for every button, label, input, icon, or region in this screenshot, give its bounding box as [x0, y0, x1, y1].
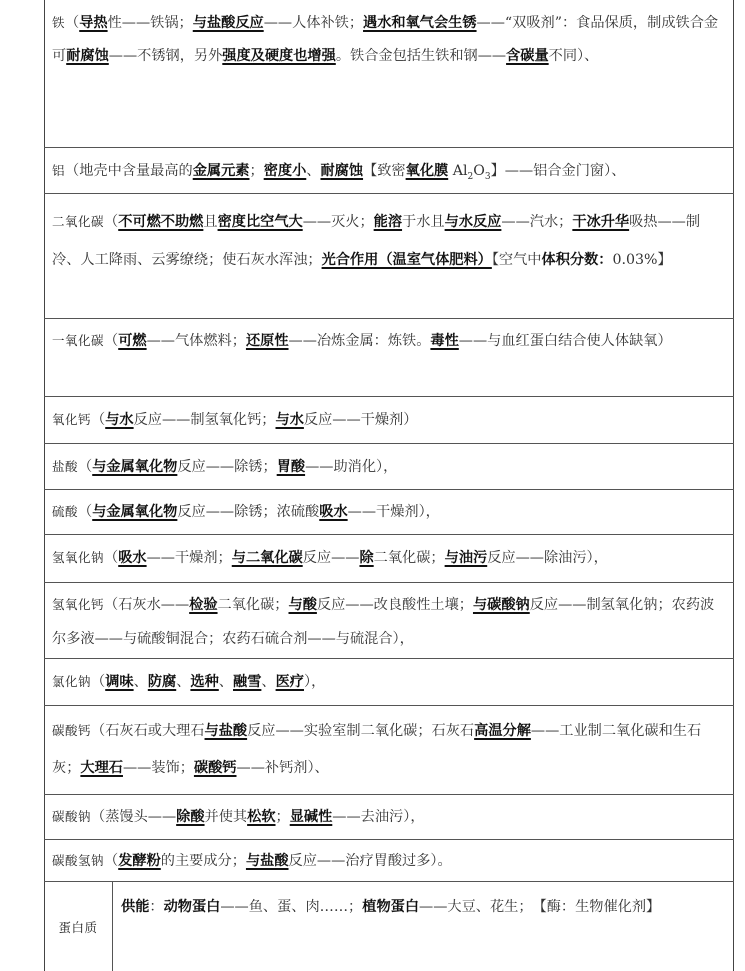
text-segment: 反应——干燥剂） — [303, 412, 418, 428]
text-segment: 、 — [218, 674, 233, 690]
keyword: 大理石 — [80, 760, 123, 776]
protein-content — [113, 882, 734, 924]
text-segment: ——干燥剂）， — [347, 504, 440, 520]
text-segment: 【空气中 — [491, 252, 542, 268]
text-segment: （蒸馒头—— — [91, 809, 177, 825]
keyword: 氧化膜 — [405, 163, 449, 179]
text-segment: ——“双吸剂”：食品保质， — [476, 15, 648, 31]
text-segment: 反应——治疗胃酸过多）。 — [288, 853, 452, 869]
text-segment: （石灰石或大理石 — [91, 723, 205, 739]
row-aluminum — [44, 148, 734, 194]
row-label: 铝 — [52, 163, 66, 178]
text-segment: （地壳中含量最高的 — [65, 163, 193, 179]
text-segment: （ — [104, 333, 119, 349]
row-co2 — [44, 194, 734, 319]
text-segment: （ — [91, 412, 106, 428]
keyword: 强度及硬度也增强 — [222, 48, 336, 64]
keyword: 密度小 — [263, 163, 307, 179]
text-segment: 反应——除锈； — [177, 459, 277, 475]
text-segment: 于水且 — [402, 214, 445, 230]
keyword: 与水反应 — [444, 214, 502, 230]
keyword: 供能 — [121, 899, 150, 915]
keyword: 与二氧化碳 — [231, 550, 303, 566]
text-segment: 、 — [261, 674, 276, 690]
text-segment: ——干燥剂； — [146, 550, 232, 566]
keyword: 与水 — [275, 412, 304, 428]
row-naoh — [44, 535, 734, 583]
keyword: 积分数： — [555, 252, 613, 268]
keyword: 除 — [359, 550, 374, 566]
row-label: 二氧化碳 — [52, 214, 105, 229]
text-segment: 反应—— — [302, 550, 360, 566]
text-segment: 、 — [133, 674, 148, 690]
keyword: 体 — [541, 252, 556, 268]
row-label: 碳酸钙 — [52, 723, 92, 738]
row-label: 碳酸氢钠 — [52, 853, 105, 868]
keyword: 遇水和氧气会生锈 — [363, 15, 477, 31]
text-segment: 剂】 — [631, 899, 661, 915]
text-segment: ——鱼、蛋、肉……； — [220, 899, 363, 915]
text-segment: ——装饰； — [122, 760, 194, 776]
row-nahco3 — [44, 840, 734, 882]
keyword: 不可燃不助燃 — [118, 214, 204, 230]
keyword: 耐腐蚀 — [320, 163, 364, 179]
keyword: 还原性 — [245, 333, 289, 349]
text-segment: ——不锈钢，另外 — [108, 48, 223, 64]
keyword: 与盐酸 — [245, 853, 289, 869]
text-segment: 吸热——制冷、人工降雨、云雾缭绕；使石灰水浑浊； — [52, 214, 701, 268]
row-label: 氧化钙 — [52, 412, 92, 427]
keyword: 可燃 — [118, 333, 147, 349]
text-segment: ——人体补铁； — [263, 15, 364, 31]
row-co — [44, 319, 734, 397]
row-label: 氢氧化钠 — [52, 550, 105, 565]
row-caco3 — [44, 706, 734, 795]
row-iron — [44, 0, 734, 148]
subscript: 3 — [484, 171, 491, 182]
row-label: 一氧化碳 — [52, 333, 105, 348]
keyword: 碳酸钙 — [193, 760, 237, 776]
text-segment: （ — [78, 459, 93, 475]
keyword: 检验 — [189, 597, 218, 613]
keyword: 毒性 — [430, 333, 459, 349]
row-protein — [44, 882, 734, 971]
text-segment: ——灭火； — [302, 214, 374, 230]
text-segment: ——气体燃料； — [146, 333, 246, 349]
keyword: 导热 — [79, 15, 108, 31]
text-segment: 0.03%】 — [612, 252, 672, 268]
text-segment: 二氧化碳； — [373, 550, 445, 566]
text-segment: O — [473, 163, 485, 179]
text-segment: ——与血红蛋白结合使人体 — [458, 333, 630, 349]
keyword: 选种 — [190, 674, 219, 690]
keyword: 调味 — [105, 674, 134, 690]
text-segment: 并使其 — [204, 809, 248, 825]
text-segment: （ — [104, 853, 119, 869]
keyword: 动物蛋白 — [163, 899, 221, 915]
subscript: 2 — [467, 171, 474, 182]
text-segment: ）， — [303, 674, 326, 690]
text-segment: 缺氧） — [629, 333, 672, 349]
row-hcl — [44, 444, 734, 490]
text-segment: 、 — [176, 674, 191, 690]
keyword: 与碳酸钠 — [472, 597, 530, 613]
text-segment: 同）、 — [562, 48, 599, 64]
keyword: 植物蛋白 — [362, 899, 420, 915]
keyword: 除酸 — [176, 809, 205, 825]
text-segment: 二氧化碳； — [217, 597, 289, 613]
keyword: 与金属氧化物 — [92, 459, 178, 475]
keyword: 密度比空气大 — [217, 214, 303, 230]
text-segment: 化碳和生石灰； — [52, 723, 702, 776]
row-cao — [44, 397, 734, 444]
text-segment: 反应——除油污）， — [487, 550, 608, 566]
keyword: 耐腐蚀 — [66, 48, 109, 64]
text-segment: 【致密 — [363, 163, 406, 179]
keyword: 干冰升华 — [572, 214, 630, 230]
row-h2so4 — [44, 490, 734, 535]
keyword: 含碳量 — [506, 48, 549, 64]
text-segment: （ — [104, 214, 119, 230]
text-segment: ——汽水； — [501, 214, 573, 230]
keyword: 光合作用（温室气体肥料） — [321, 252, 492, 268]
keyword: 融雪 — [233, 674, 262, 690]
text-segment: 、 — [306, 163, 321, 179]
protein-label: 蛋白质 — [58, 919, 98, 935]
row-label: 盐酸 — [52, 459, 79, 474]
text-segment: 反应——制氢氧 — [529, 597, 630, 613]
text-segment: （ — [65, 15, 80, 31]
text-segment: ——工业制二氧 — [530, 723, 631, 739]
text-segment: ； — [275, 809, 290, 825]
text-segment: ； — [249, 163, 264, 179]
keyword: 高温分解 — [474, 723, 531, 739]
text-segment: 反应——改良酸性土壤； — [316, 597, 473, 613]
text-segment: Al — [448, 163, 468, 179]
row-label: 铁 — [52, 15, 66, 30]
keyword: 能溶 — [373, 214, 403, 230]
text-segment: （ — [78, 504, 93, 520]
text-segment: （ — [91, 674, 106, 690]
text-segment: 的主要成分； — [160, 853, 246, 869]
keyword: 防腐 — [147, 674, 177, 690]
keyword: 与酸 — [288, 597, 317, 613]
text-segment: ： — [149, 899, 164, 915]
keyword: 与盐酸反应 — [192, 15, 264, 31]
keyword: 与水 — [105, 412, 134, 428]
text-segment: （石灰水—— — [104, 597, 190, 613]
protein-label-cell — [44, 882, 113, 971]
text-segment: ——大豆、花生； 【酶：生物催化 — [419, 899, 632, 915]
row-label: 硫酸 — [52, 504, 79, 519]
text-segment: 不 — [548, 48, 563, 64]
keyword: 胃酸 — [276, 459, 306, 475]
keyword: 金属元素 — [192, 163, 250, 179]
keyword: 吸水 — [319, 504, 348, 520]
text-segment: 反应——制氢氧化钙； — [133, 412, 276, 428]
text-segment: ——去油污）， — [332, 809, 425, 825]
text-segment: 。铁合金包括生铁和钢—— — [335, 48, 507, 64]
keyword: 医疗 — [275, 674, 304, 690]
keyword: 发酵粉 — [118, 853, 161, 869]
row-label: 氢氧化钙 — [52, 597, 105, 612]
table — [44, 0, 734, 971]
row-caoh2 — [44, 583, 734, 659]
text-segment: 且 — [203, 214, 218, 230]
text-segment: 化钠；农药波尔多液——与硫酸铜混合；农药石硫合剂——与硫混合）， — [52, 597, 715, 647]
keyword: 与金属氧化物 — [92, 504, 178, 520]
text-segment: ——补钙剂）、 — [236, 760, 329, 776]
text-segment: 反应——实验室制二氧化碳；石灰石 — [247, 723, 475, 739]
row-label: 碳酸钠 — [52, 809, 92, 824]
keyword: 松软 — [247, 809, 276, 825]
text-segment: ——助消化）， — [305, 459, 398, 475]
text-segment: 】——铝合金门窗）、 — [490, 163, 626, 179]
keyword: 吸水 — [118, 550, 147, 566]
keyword: 与盐酸 — [204, 723, 248, 739]
row-na2co3 — [44, 795, 734, 840]
row-label: 氯化钠 — [52, 674, 92, 689]
text-segment: （ — [104, 550, 119, 566]
keyword: 与油污 — [444, 550, 488, 566]
keyword: 显碱性 — [289, 809, 333, 825]
text-segment: 反应——除锈；浓硫酸 — [177, 504, 320, 520]
text-segment: ——冶炼金属：炼铁。 — [288, 333, 431, 349]
text-segment: 性——铁锅； — [107, 15, 193, 31]
text-segment: 制成铁合金可 — [52, 15, 719, 64]
row-nacl — [44, 659, 734, 706]
